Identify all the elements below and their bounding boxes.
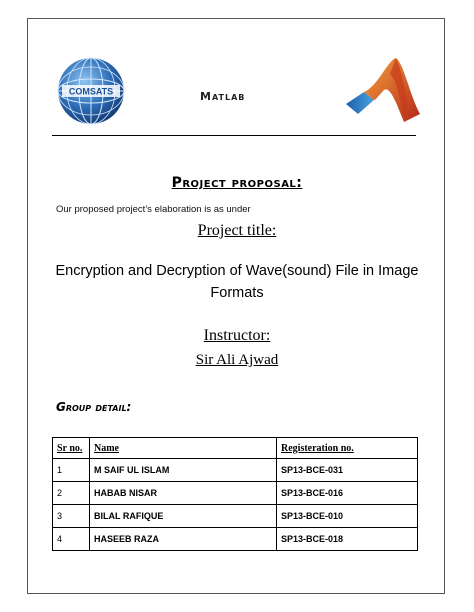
group-members-table [52, 437, 418, 551]
logo-left-text: COMSATS [68, 86, 114, 97]
matlab-logo-icon [344, 56, 422, 128]
project-title-label: Project title: [197, 222, 277, 239]
cell-name: BILAL RAFIQUE [90, 505, 277, 528]
cell-sr-no: 2 [53, 482, 90, 505]
cell-name: HASEEB RAZA [90, 528, 277, 551]
table-row [53, 505, 418, 528]
elaboration-text: Our proposed project’s elaboration is as under [56, 204, 251, 215]
cell-registration-no: SP13-BCE-016 [277, 482, 418, 505]
table-row [53, 528, 418, 551]
header-sr-no: Sr no. [53, 438, 90, 459]
cell-sr-no: 3 [53, 505, 90, 528]
header-rule [52, 135, 416, 136]
header-name: Name [90, 438, 277, 459]
cell-registration-no: SP13-BCE-010 [277, 505, 418, 528]
table-row [53, 482, 418, 505]
instructor-label: Instructor: [203, 327, 271, 344]
proposal-heading: Project proposal: [171, 175, 303, 191]
cell-registration-no: SP13-BCE-031 [277, 459, 418, 482]
table-row [53, 459, 418, 482]
header-registration-no: Registeration no. [277, 438, 418, 459]
cell-name: HABAB NISAR [90, 482, 277, 505]
project-title: Encryption and Decryption of Wave(sound) File in Image Formats [55, 263, 419, 301]
cell-name: M SAIF UL ISLAM [90, 459, 277, 482]
comsats-logo-icon [56, 56, 126, 126]
cell-registration-no: SP13-BCE-018 [277, 528, 418, 551]
cell-sr-no: 1 [53, 459, 90, 482]
instructor-name: Sir Ali Ajwad [195, 352, 279, 368]
header-label: Matlab [200, 90, 246, 103]
group-detail-heading: Group detail: [56, 400, 132, 414]
cell-sr-no: 4 [53, 528, 90, 551]
table-header-row [53, 438, 418, 459]
